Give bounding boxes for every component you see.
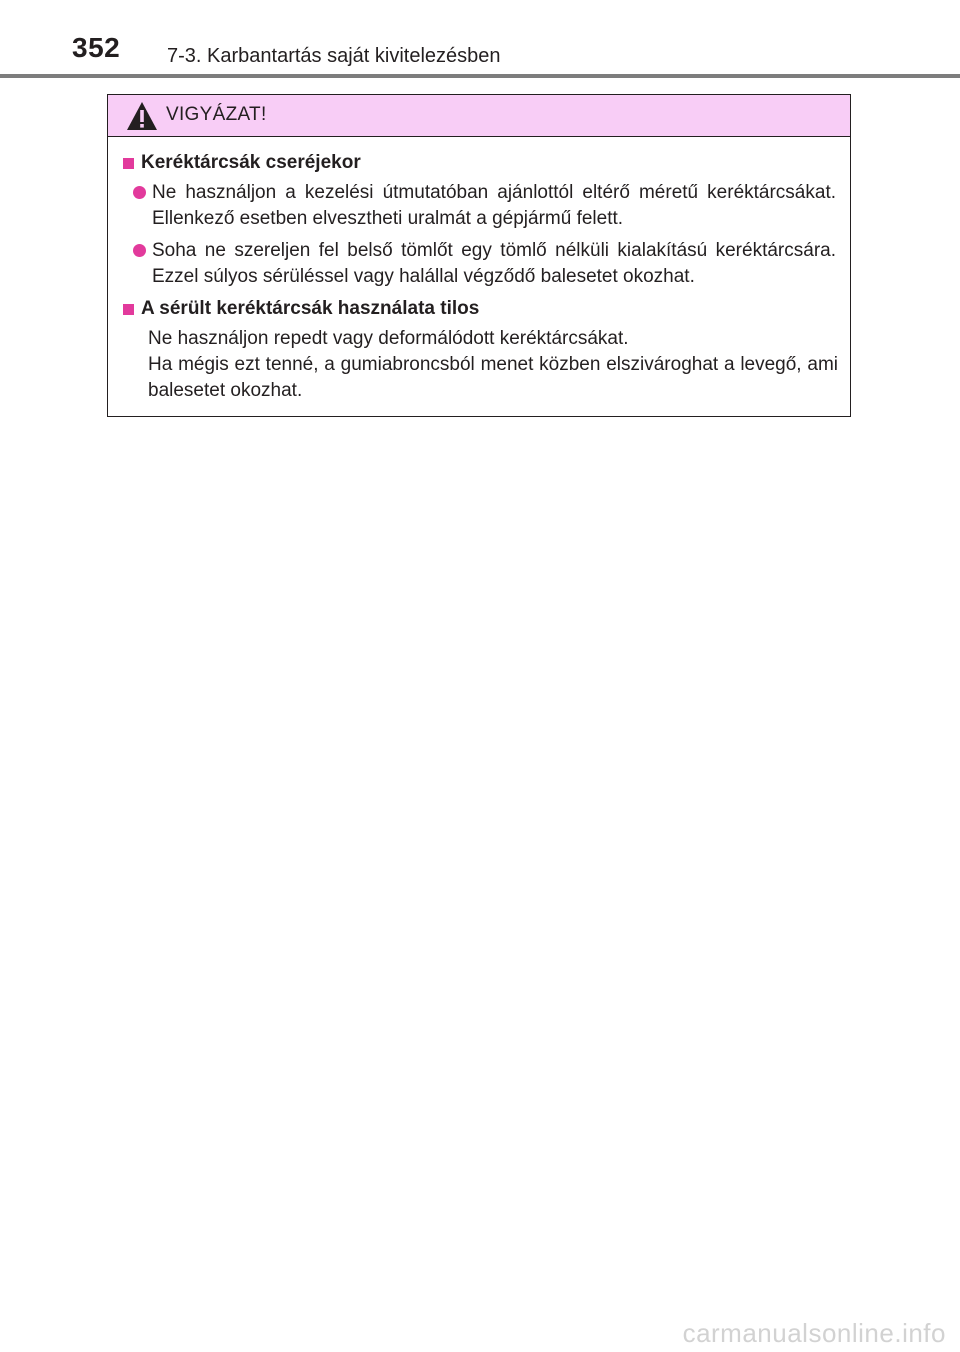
warning-title: VIGYÁZAT! [166,104,267,125]
section-heading [122,296,836,322]
warning-header [108,95,850,137]
section-heading-text: A sérült keréktárcsák használata tilos [141,298,480,319]
list-item-text: Ne használjon a kezelési útmutatóban ajánlottól eltérő méretű keréktárcsákat. Ellenkező esetben elvesztheti uralmát a gépjármű felett. [152,182,836,229]
list-item [122,238,836,290]
section-title: 7-3. Karbantartás saját kivitelezésben [167,45,501,67]
page-number: 352 [72,32,121,63]
section-heading-text: Keréktárcsák cseréjekor [141,152,361,173]
list-item [122,180,836,232]
paragraph: Ha mégis ezt tenné, a gumiabroncsból menet közben elszivároghat a levegő, ami balesetet okozhat. [148,354,838,401]
warning-body [108,137,850,404]
section-heading [122,150,836,176]
circle-bullet-icon [133,244,146,257]
paragraph: Ne használjon repedt vagy deformálódott keréktárcsákat. [148,328,629,349]
warning-box [107,94,851,417]
square-bullet-icon [123,158,134,169]
list-item-text: Soha ne szereljen fel belső tömlőt egy tömlő nélküli kialakítású keréktárcsára. Ezzel súlyos sérüléssel vagy halállal végződő balesetet okozhat. [152,240,836,287]
square-bullet-icon [123,304,134,315]
circle-bullet-icon [133,186,146,199]
watermark: carmanualsonline.info [682,1318,946,1348]
warning-triangle-icon [126,101,158,131]
header-divider [0,74,960,78]
page-header [0,0,960,80]
